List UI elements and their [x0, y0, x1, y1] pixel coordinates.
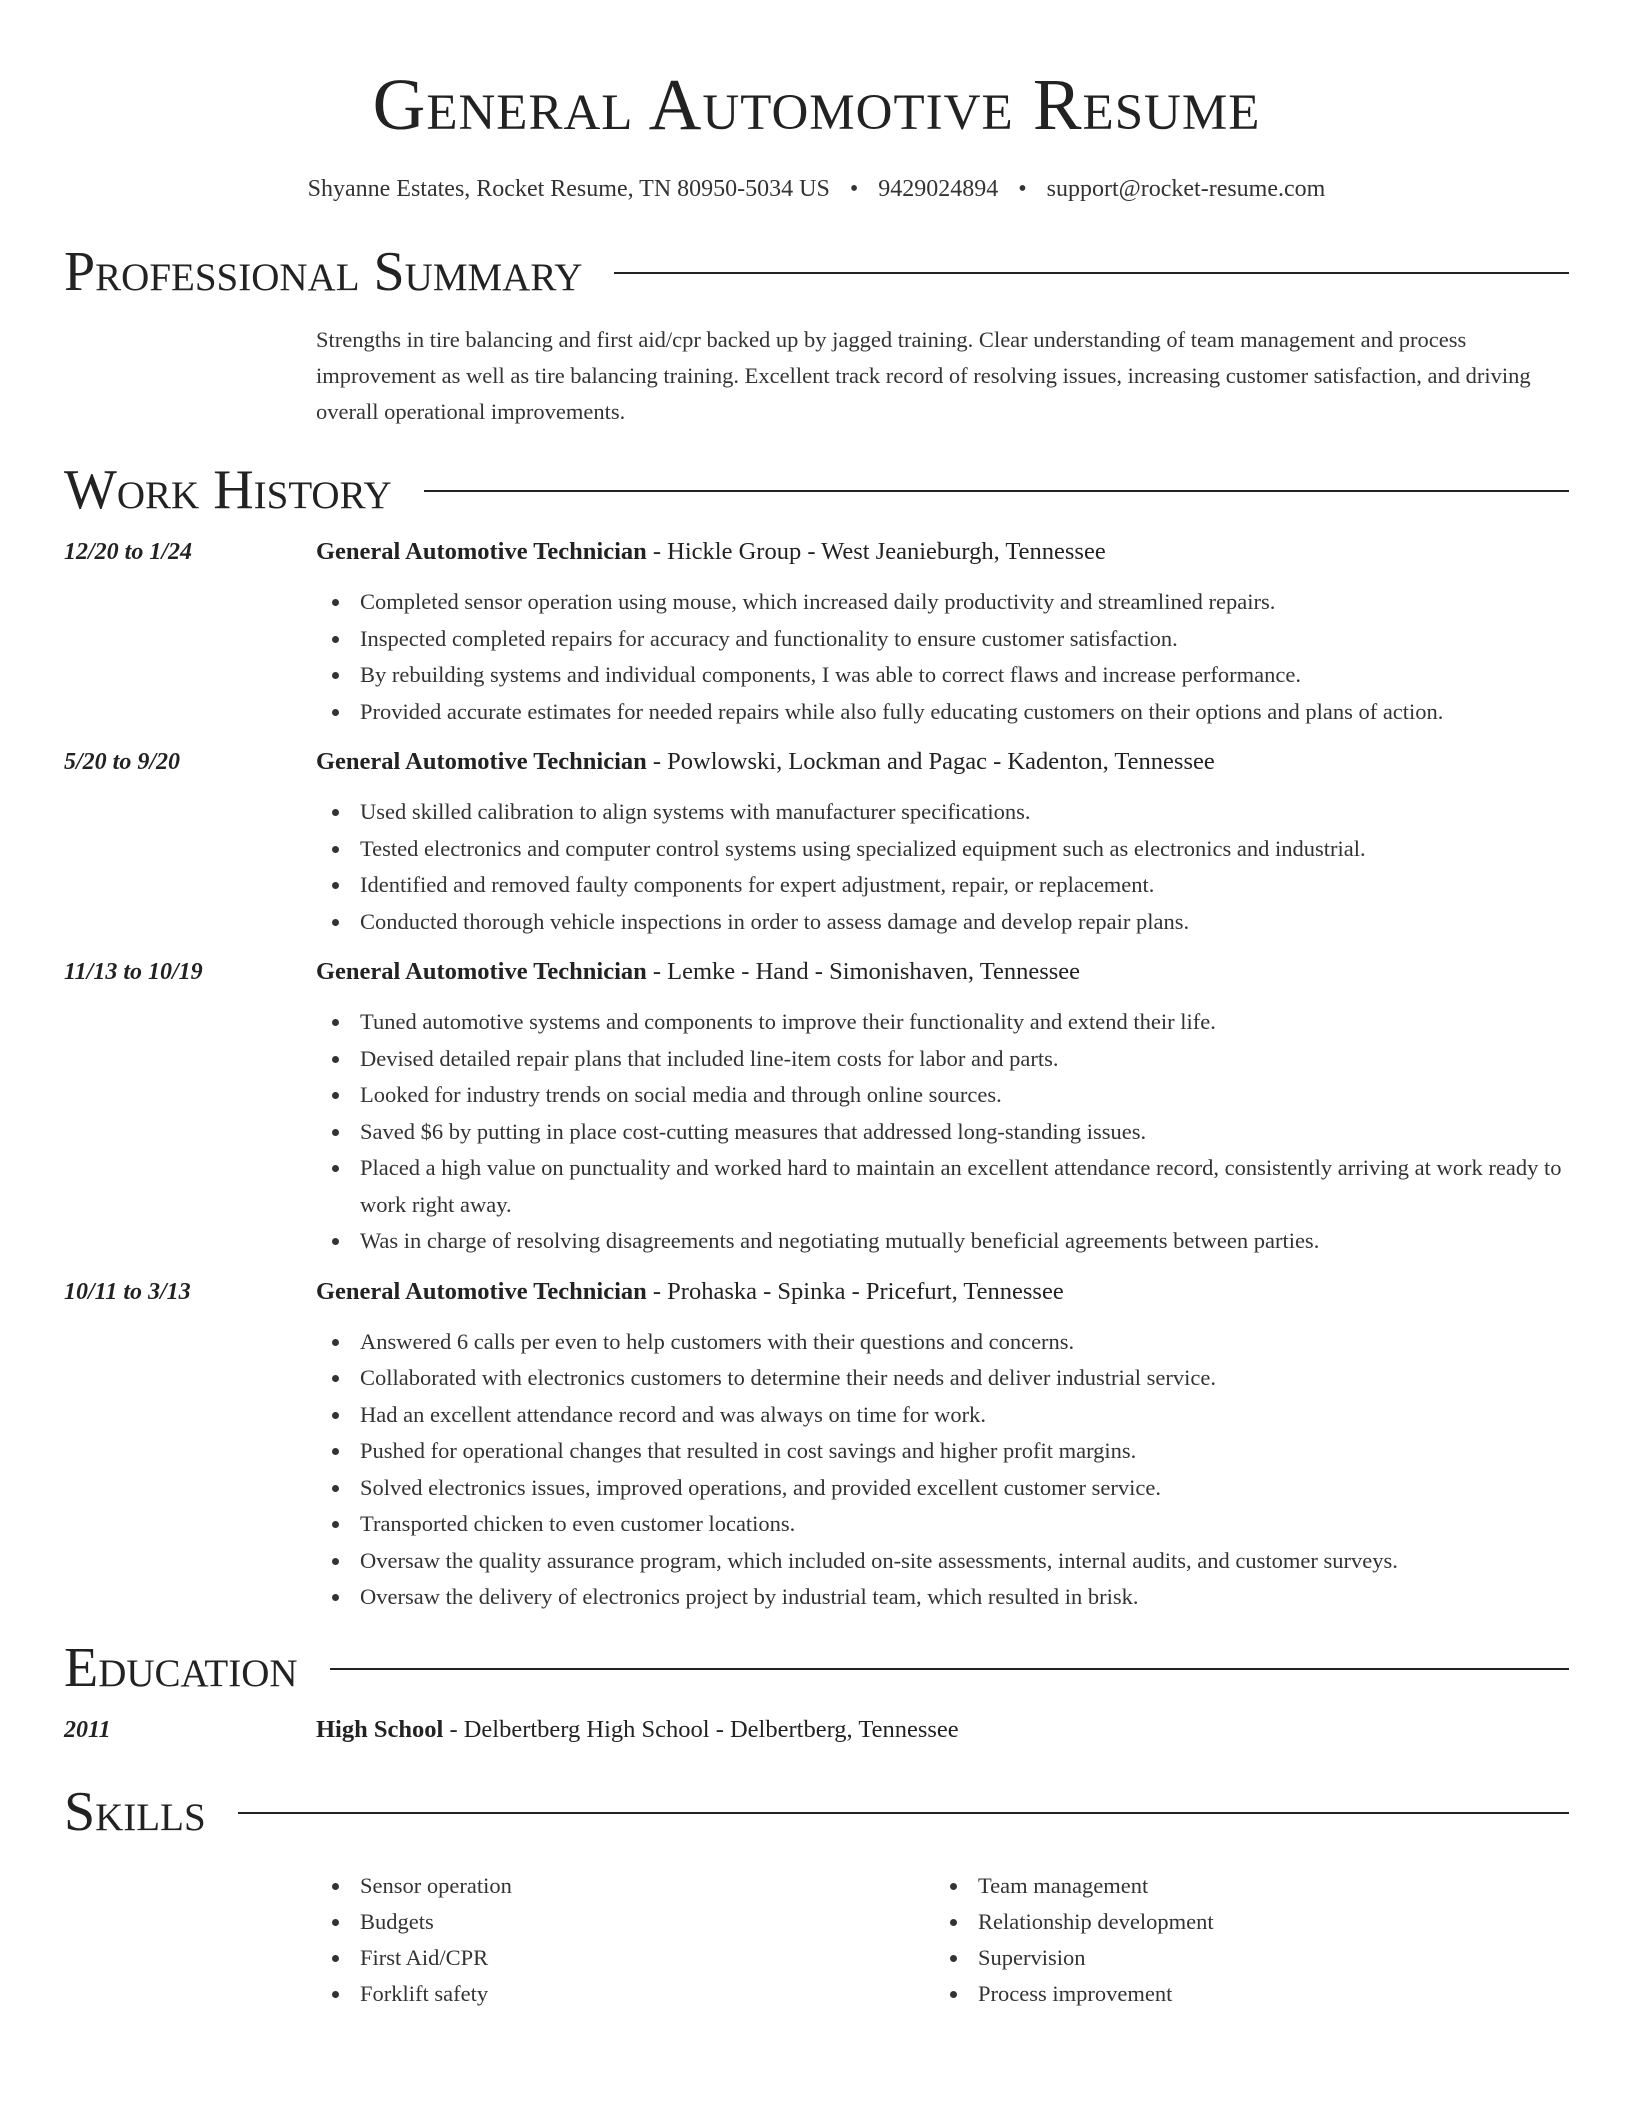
job-bullets — [316, 1004, 1569, 1260]
work-section-header — [64, 458, 1569, 522]
contact-email: support@rocket-resume.com — [1046, 176, 1326, 202]
job-header — [316, 744, 1569, 780]
education-degree: High School — [316, 1715, 444, 1743]
job-header — [316, 1274, 1569, 1310]
job-bullet: By rebuilding systems and individual components, I was able to correct flaws and increase performance. — [316, 657, 1569, 694]
skill-item: Relationship development — [934, 1904, 1552, 1940]
job-details: - Lemke - Hand - Simonishaven, Tennessee — [646, 958, 1081, 985]
resume-title: General Automotive Resume — [372, 64, 1261, 145]
job-bullet: Conducted thorough vehicle inspections in order to assess damage and develop repair plans. — [316, 904, 1569, 941]
job-bullets — [316, 584, 1569, 730]
job-body — [316, 1274, 1569, 1616]
skill-item: First Aid/CPR — [316, 1940, 934, 1976]
section-divider — [238, 1812, 1569, 1814]
skills-column-right — [934, 1868, 1552, 2012]
job-entry — [64, 954, 1569, 1260]
job-bullet: Tuned automotive systems and components to improve their functionality and extend their life. — [316, 1004, 1569, 1041]
skill-item: Sensor operation — [316, 1868, 934, 1904]
job-bullet: Identified and removed faulty components for expert adjustment, repair, or replacement. — [316, 867, 1569, 904]
job-bullets — [316, 794, 1569, 940]
skills-list — [316, 1868, 1569, 2012]
section-divider — [330, 1668, 1569, 1670]
job-bullets — [316, 1324, 1569, 1616]
job-bullet: Looked for industry trends on social media and through online sources. — [316, 1077, 1569, 1114]
skills-column-left — [316, 1868, 934, 2012]
contact-address: Shyanne Estates, Rocket Resume, TN 80950-5034 US — [307, 176, 830, 202]
job-bullet: Answered 6 calls per even to help customers with their questions and concerns. — [316, 1324, 1569, 1361]
job-bullet: Oversaw the delivery of electronics project by industrial team, which resulted in brisk. — [316, 1579, 1569, 1616]
skill-item: Team management — [934, 1868, 1552, 1904]
contact-separator: • — [849, 176, 859, 202]
job-body — [316, 744, 1569, 940]
job-bullet: Collaborated with electronics customers to determine their needs and deliver industrial service. — [316, 1360, 1569, 1397]
skills-section-header — [64, 1780, 1569, 1844]
job-entry — [64, 744, 1569, 940]
job-body — [316, 534, 1569, 730]
job-entry — [64, 534, 1569, 730]
summary-section-header — [64, 240, 1569, 304]
job-title: General Automotive Technician — [316, 958, 647, 985]
job-details: - Hickle Group - West Jeanieburgh, Tennessee — [646, 538, 1106, 565]
job-dates: 11/13 to 10/19 — [64, 959, 203, 985]
education-header — [316, 1712, 1569, 1748]
skill-item: Forklift safety — [316, 1976, 934, 2012]
job-details: - Powlowski, Lockman and Pagac - Kadenton, Tennessee — [646, 748, 1215, 775]
job-bullet: Tested electronics and computer control systems using specialized equipment such as electronics and industrial. — [316, 831, 1569, 868]
job-bullet: Was in charge of resolving disagreements and negotiating mutually beneficial agreements between parties. — [316, 1223, 1569, 1260]
job-bullet: Placed a high value on punctuality and worked hard to maintain an excellent attendance record, consistently arriving at work ready to work right away. — [316, 1150, 1569, 1223]
education-heading: Education — [64, 1636, 298, 1699]
job-title: General Automotive Technician — [316, 1277, 647, 1305]
job-entry — [64, 1274, 1569, 1616]
job-bullet: Provided accurate estimates for needed repairs while also fully educating customers on their options and plans of action. — [316, 694, 1569, 731]
job-body — [316, 954, 1569, 1260]
job-bullet: Oversaw the quality assurance program, which included on-site assessments, internal audits, and customer surveys. — [316, 1543, 1569, 1580]
section-divider — [424, 490, 1569, 492]
job-header — [316, 954, 1569, 990]
job-bullet: Pushed for operational changes that resulted in cost savings and higher profit margins. — [316, 1433, 1569, 1470]
job-title: General Automotive Technician — [316, 538, 647, 565]
job-dates: 10/11 to 3/13 — [64, 1278, 191, 1305]
job-bullet: Devised detailed repair plans that included line-item costs for labor and parts. — [316, 1041, 1569, 1078]
job-dates: 5/20 to 9/20 — [64, 749, 181, 775]
summary-text: Strengths in tire balancing and first aid/cpr backed up by jagged training. Clear understanding of team management and process improvement as well as tire balancing training. Excellent track record of resolving issues, increasing customer satisfaction, and driving overall operational improvements. — [316, 327, 1531, 424]
skill-item: Supervision — [934, 1940, 1552, 1976]
skill-item: Process improvement — [934, 1976, 1552, 2012]
job-title: General Automotive Technician — [316, 748, 647, 775]
education-section-header — [64, 1636, 1569, 1700]
job-bullet: Used skilled calibration to align systems with manufacturer specifications. — [316, 794, 1569, 831]
job-header — [316, 534, 1569, 570]
education-body — [316, 1712, 1569, 1748]
contact-phone: 9429024894 — [878, 176, 999, 202]
skills-heading: Skills — [64, 1780, 206, 1843]
education-year: 2011 — [64, 1716, 111, 1743]
job-bullet: Inspected completed repairs for accuracy and functionality to ensure customer satisfaction. — [316, 621, 1569, 658]
contact-separator: • — [1018, 176, 1027, 202]
job-bullet: Had an excellent attendance record and was always on time for work. — [316, 1397, 1569, 1434]
job-bullet: Solved electronics issues, improved operations, and provided excellent customer service. — [316, 1470, 1569, 1507]
skill-item: Budgets — [316, 1904, 934, 1940]
job-bullet: Transported chicken to even customer locations. — [316, 1506, 1569, 1543]
education-details: - Delbertberg High School - Delbertberg, Tennessee — [443, 1715, 959, 1743]
job-details: - Prohaska - Spinka - Pricefurt, Tennessee — [646, 1277, 1064, 1305]
work-heading: Work History — [64, 459, 392, 521]
contact-line — [64, 174, 1569, 204]
education-entry — [64, 1712, 1569, 1748]
job-bullet: Saved $6 by putting in place cost-cutting measures that addressed long-standing issues. — [316, 1114, 1569, 1151]
section-divider — [614, 272, 1569, 274]
job-dates: 12/20 to 1/24 — [64, 539, 193, 565]
job-bullet: Completed sensor operation using mouse, which increased daily productivity and streamlined repairs. — [316, 584, 1569, 621]
summary-heading: Professional Summary — [64, 241, 583, 303]
